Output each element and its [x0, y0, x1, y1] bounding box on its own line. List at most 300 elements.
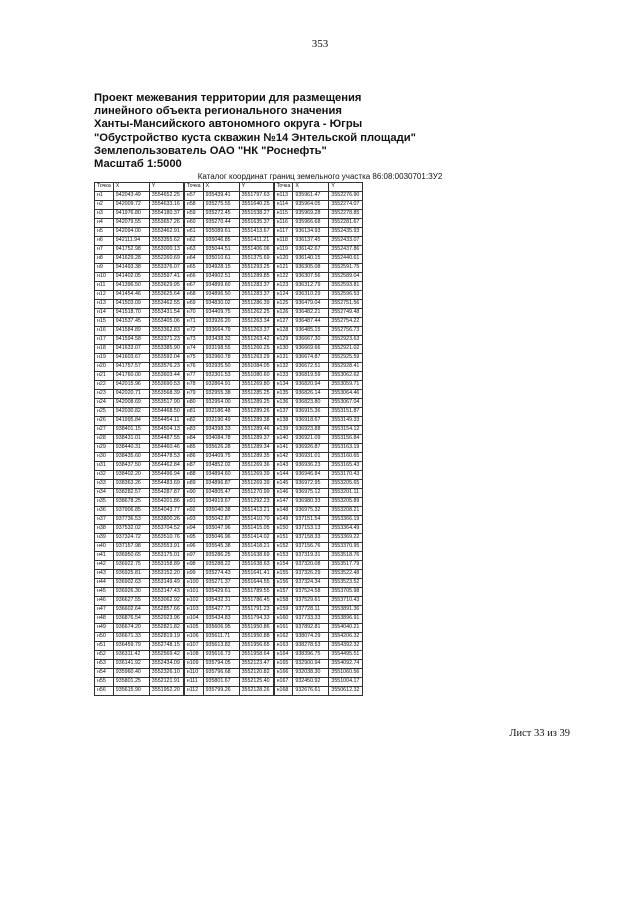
point-id-cell: н155 [274, 570, 293, 579]
point-id-cell: н61 [184, 228, 203, 237]
table-row [274, 525, 363, 534]
table-header-cell: Точка [95, 183, 114, 192]
y-coordinate-cell: 3551644.55 [239, 579, 273, 588]
point-id-cell: н21 [95, 372, 114, 381]
point-id-cell: н62 [184, 237, 203, 246]
table-row [95, 570, 184, 579]
x-coordinate-cell: 938437.50 [113, 462, 149, 471]
table-header-cell: Y [329, 183, 363, 192]
table-header-row [184, 183, 273, 192]
x-coordinate-cell: 935439.41 [203, 192, 239, 201]
table-row [184, 327, 273, 336]
x-coordinate-cell: 938396.75 [293, 651, 329, 660]
y-coordinate-cell: 3553160.65 [329, 453, 363, 462]
y-coordinate-cell: 3551413.67 [239, 228, 273, 237]
point-id-cell: н116 [274, 219, 293, 228]
y-coordinate-cell: 3552121.91 [149, 678, 183, 687]
y-coordinate-cell: 3551263.29 [239, 354, 273, 363]
point-id-cell: н37 [95, 516, 114, 525]
y-coordinate-cell: 3553405.06 [149, 318, 183, 327]
table-row [274, 624, 363, 633]
x-coordinate-cell: 941396.50 [113, 282, 149, 291]
table-row [184, 624, 273, 633]
x-coordinate-cell: 934896.50 [203, 291, 239, 300]
x-coordinate-cell: 936307.56 [293, 273, 329, 282]
table-row [95, 588, 184, 597]
table-row [184, 417, 273, 426]
x-coordinate-cell: 941976.80 [113, 210, 149, 219]
y-coordinate-cell: 3553170.43 [329, 471, 363, 480]
table-row [274, 363, 363, 372]
x-coordinate-cell: 936823.80 [293, 399, 329, 408]
y-coordinate-cell: 3551415.05 [239, 525, 273, 534]
x-coordinate-cell: 935626.28 [203, 444, 239, 453]
y-coordinate-cell: 3551292.23 [239, 498, 273, 507]
x-coordinate-cell: 938435.60 [113, 453, 149, 462]
point-id-cell: н67 [184, 282, 203, 291]
point-id-cell: н118 [274, 237, 293, 246]
table-row [274, 210, 363, 219]
y-coordinate-cell: 3551956.65 [239, 642, 273, 651]
point-id-cell: н60 [184, 219, 203, 228]
point-id-cell: н74 [184, 345, 203, 354]
y-coordinate-cell: 3551270.99 [239, 489, 273, 498]
point-id-cell: н43 [95, 570, 114, 579]
x-coordinate-cell: 938401.15 [113, 426, 149, 435]
y-coordinate-cell: 3554633.16 [149, 201, 183, 210]
y-coordinate-cell: 3553156.84 [329, 435, 363, 444]
point-id-cell: н5 [95, 228, 114, 237]
table-row [95, 498, 184, 507]
sheet-footer: Лист 33 из 39 [509, 728, 570, 739]
table-row [274, 381, 363, 390]
x-coordinate-cell: 941995.84 [113, 417, 149, 426]
point-id-cell: н129 [274, 336, 293, 345]
table-row [95, 426, 184, 435]
point-id-cell: н54 [95, 669, 114, 678]
table-row [184, 354, 273, 363]
y-coordinate-cell: 3553151.87 [329, 408, 363, 417]
table-row [184, 597, 273, 606]
y-coordinate-cell: 3551283.37 [239, 291, 273, 300]
y-coordinate-cell: 3553522.48 [329, 570, 363, 579]
table-row [95, 579, 184, 588]
y-coordinate-cell: 3551638.69 [239, 552, 273, 561]
point-id-cell: н55 [95, 678, 114, 687]
y-coordinate-cell: 3551797.63 [239, 192, 273, 201]
y-coordinate-cell: 3553568.39 [149, 390, 183, 399]
point-id-cell: н51 [95, 642, 114, 651]
table-row [184, 273, 273, 282]
point-id-cell: н64 [184, 255, 203, 264]
x-coordinate-cell: 936923.88 [293, 426, 329, 435]
x-coordinate-cell: 934899.60 [203, 282, 239, 291]
x-coordinate-cell: 938363.26 [113, 480, 149, 489]
point-id-cell: н34 [95, 489, 114, 498]
x-coordinate-cell: 937157.98 [113, 543, 149, 552]
y-coordinate-cell: 3552593.81 [329, 282, 363, 291]
point-id-cell: н142 [274, 453, 293, 462]
y-coordinate-cell: 3553165.43 [329, 462, 363, 471]
point-id-cell: н91 [184, 498, 203, 507]
y-coordinate-cell: 3553385.90 [149, 345, 183, 354]
x-coordinate-cell: 935434.83 [203, 615, 239, 624]
y-coordinate-cell: 3551080.60 [239, 372, 273, 381]
point-id-cell: н139 [274, 426, 293, 435]
x-coordinate-cell: 937532.02 [113, 525, 149, 534]
table-row [95, 363, 184, 372]
point-id-cell: н68 [184, 291, 203, 300]
y-coordinate-cell: 3552754.22 [329, 318, 363, 327]
y-coordinate-cell: 3553149.49 [149, 579, 183, 588]
heading-line: "Обустройство куста скважин №14 Энтельской площади" [94, 131, 416, 144]
y-coordinate-cell: 3552435.93 [329, 228, 363, 237]
x-coordinate-cell: 942008.69 [113, 399, 149, 408]
table-row [95, 651, 184, 660]
point-id-cell: н162 [274, 633, 293, 642]
y-coordinate-cell: 3551060.56 [329, 669, 363, 678]
y-coordinate-cell: 3552748.15 [149, 642, 183, 651]
table-row [95, 264, 184, 273]
point-id-cell: н49 [95, 624, 114, 633]
x-coordinate-cell: 936310.29 [293, 291, 329, 300]
point-id-cell: н1 [95, 192, 114, 201]
point-id-cell: н105 [184, 624, 203, 633]
table-header-cell: X [113, 183, 149, 192]
x-coordinate-cell: 938074.29 [293, 633, 329, 642]
table-row [95, 390, 184, 399]
y-coordinate-cell: 3553147.43 [149, 588, 183, 597]
table-row [95, 561, 184, 570]
y-coordinate-cell: 3552589.04 [329, 273, 363, 282]
x-coordinate-cell: 936627.55 [113, 597, 149, 606]
point-id-cell: н131 [274, 354, 293, 363]
y-coordinate-cell: 3554206.32 [329, 633, 363, 642]
x-coordinate-cell: 935089.61 [203, 228, 239, 237]
point-id-cell: н24 [95, 399, 114, 408]
x-coordinate-cell: 932955.38 [203, 390, 239, 399]
y-coordinate-cell: 3554496.94 [149, 471, 183, 480]
table-row [274, 201, 363, 210]
x-coordinate-cell: 936926.87 [293, 444, 329, 453]
x-coordinate-cell: 941454.46 [113, 291, 149, 300]
table-row [95, 408, 184, 417]
table-row [274, 453, 363, 462]
point-id-cell: н165 [274, 660, 293, 669]
table-row [274, 228, 363, 237]
x-coordinate-cell: 942020.71 [113, 390, 149, 399]
table-row [184, 390, 273, 399]
y-coordinate-cell: 3553891.36 [329, 606, 363, 615]
table-row [184, 633, 273, 642]
point-id-cell: н114 [274, 201, 293, 210]
x-coordinate-cell: 941633.07 [113, 345, 149, 354]
x-coordinate-cell: 932450.92 [293, 678, 329, 687]
point-id-cell: н82 [184, 417, 203, 426]
x-coordinate-cell: 934830.02 [203, 300, 239, 309]
point-id-cell: н46 [95, 597, 114, 606]
x-coordinate-cell: 935042.87 [203, 516, 239, 525]
y-coordinate-cell: 3551411.21 [239, 237, 273, 246]
y-coordinate-cell: 3554287.87 [149, 489, 183, 498]
y-coordinate-cell: 3553510.76 [149, 534, 183, 543]
x-coordinate-cell: 932960.78 [203, 354, 239, 363]
point-id-cell: н76 [184, 363, 203, 372]
point-id-cell: н44 [95, 579, 114, 588]
x-coordinate-cell: 936671.33 [113, 633, 149, 642]
y-coordinate-cell: 3552925.59 [329, 354, 363, 363]
y-coordinate-cell: 3553366.19 [329, 516, 363, 525]
point-id-cell: н10 [95, 273, 114, 282]
x-coordinate-cell: 936602.64 [113, 606, 149, 615]
x-coordinate-cell: 935275.55 [203, 201, 239, 210]
table-row [184, 372, 273, 381]
y-coordinate-cell: 3552128.26 [239, 687, 273, 696]
x-coordinate-cell: 942030.82 [113, 408, 149, 417]
y-coordinate-cell: 3551413.21 [239, 507, 273, 516]
point-id-cell: н160 [274, 615, 293, 624]
x-coordinate-cell: 941594.58 [113, 336, 149, 345]
point-id-cell: н107 [184, 642, 203, 651]
point-id-cell: н18 [95, 345, 114, 354]
table-row [274, 336, 363, 345]
table-row [184, 282, 273, 291]
point-id-cell: н168 [274, 687, 293, 696]
y-coordinate-cell: 3553355.62 [149, 237, 183, 246]
x-coordinate-cell: 937156.76 [293, 543, 329, 552]
point-id-cell: н96 [184, 543, 203, 552]
y-coordinate-cell: 3551952.20 [149, 687, 183, 696]
point-id-cell: н104 [184, 615, 203, 624]
point-id-cell: н151 [274, 534, 293, 543]
table-row [184, 318, 273, 327]
table-row [184, 300, 273, 309]
point-id-cell: н7 [95, 246, 114, 255]
table-row [184, 444, 273, 453]
y-coordinate-cell: 3554495.51 [329, 651, 363, 660]
x-coordinate-cell: 936922.75 [113, 561, 149, 570]
point-id-cell: н166 [274, 669, 293, 678]
x-coordinate-cell: 935801.25 [113, 678, 149, 687]
table-row [184, 408, 273, 417]
x-coordinate-cell: 934805.47 [203, 489, 239, 498]
table-row [184, 489, 273, 498]
table-row [184, 246, 273, 255]
table-row [95, 633, 184, 642]
point-id-cell: н59 [184, 210, 203, 219]
table-row [274, 606, 363, 615]
table-row [95, 336, 184, 345]
x-coordinate-cell: 935615.90 [113, 687, 149, 696]
point-id-cell: н32 [95, 471, 114, 480]
y-coordinate-cell: 3553152.20 [149, 570, 183, 579]
table-row [274, 534, 363, 543]
point-id-cell: н92 [184, 507, 203, 516]
point-id-cell: н38 [95, 525, 114, 534]
page-number: 353 [311, 38, 329, 50]
x-coordinate-cell: 935966.68 [293, 219, 329, 228]
x-coordinate-cell: 935272.45 [203, 210, 239, 219]
y-coordinate-cell: 3551263.42 [239, 336, 273, 345]
table-row [184, 579, 273, 588]
point-id-cell: н73 [184, 336, 203, 345]
x-coordinate-cell: 935044.51 [203, 246, 239, 255]
y-coordinate-cell: 3551289.38 [239, 417, 273, 426]
point-id-cell: н152 [274, 543, 293, 552]
table-row [274, 597, 363, 606]
point-id-cell: н143 [274, 462, 293, 471]
y-coordinate-cell: 3554043.77 [149, 507, 183, 516]
y-coordinate-cell: 3551004.17 [329, 678, 363, 687]
table-row [184, 345, 273, 354]
table-row [95, 597, 184, 606]
x-coordinate-cell: 935801.67 [203, 678, 239, 687]
x-coordinate-cell: 936141.92 [113, 660, 149, 669]
y-coordinate-cell: 3554483.69 [149, 480, 183, 489]
table-row [184, 570, 273, 579]
x-coordinate-cell: 934919.67 [203, 498, 239, 507]
table-row [184, 651, 273, 660]
point-id-cell: н110 [184, 669, 203, 678]
y-coordinate-cell: 3551538.27 [239, 210, 273, 219]
point-id-cell: н88 [184, 471, 203, 480]
y-coordinate-cell: 3551950.88 [239, 633, 273, 642]
point-id-cell: н22 [95, 381, 114, 390]
table-row [274, 318, 363, 327]
x-coordinate-cell: 933198.55 [203, 345, 239, 354]
x-coordinate-cell: 937326.29 [293, 570, 329, 579]
y-coordinate-cell: 3551635.37 [239, 219, 273, 228]
point-id-cell: н140 [274, 435, 293, 444]
y-coordinate-cell: 3553062.92 [149, 597, 183, 606]
table-row [274, 543, 363, 552]
y-coordinate-cell: 3554392.32 [329, 642, 363, 651]
y-coordinate-cell: 3552923.63 [329, 336, 363, 345]
point-id-cell: н28 [95, 435, 114, 444]
point-id-cell: н77 [184, 372, 203, 381]
table-row [95, 255, 184, 264]
x-coordinate-cell: 936820.94 [293, 381, 329, 390]
x-coordinate-cell: 936950.65 [113, 552, 149, 561]
x-coordinate-cell: 935969.28 [293, 210, 329, 219]
point-id-cell: н113 [274, 192, 293, 201]
table-row [184, 228, 273, 237]
x-coordinate-cell: 936311.42 [113, 651, 149, 660]
heading-line: Землепользователь ОАО "НК "Роснефть" [94, 144, 327, 157]
x-coordinate-cell: 942043.49 [113, 192, 149, 201]
y-coordinate-cell: 3552276.90 [329, 192, 363, 201]
table-row [184, 453, 273, 462]
point-id-cell: н30 [95, 453, 114, 462]
table-row [95, 372, 184, 381]
y-coordinate-cell: 3552749.48 [329, 309, 363, 318]
table-row [95, 507, 184, 516]
table-header-cell: Y [239, 183, 273, 192]
table-row [274, 273, 363, 282]
point-id-cell: н124 [274, 291, 293, 300]
x-coordinate-cell: 938678.25 [113, 498, 149, 507]
table-row [184, 255, 273, 264]
x-coordinate-cell: 936134.93 [293, 228, 329, 237]
coordinates-table-wrap [94, 182, 363, 696]
x-coordinate-cell: 934084.78 [203, 435, 239, 444]
y-coordinate-cell: 3553625.64 [149, 291, 183, 300]
y-coordinate-cell: 3554201.86 [149, 498, 183, 507]
point-id-cell: н57 [184, 192, 203, 201]
y-coordinate-cell: 3552596.53 [329, 291, 363, 300]
table-row [274, 444, 363, 453]
y-coordinate-cell: 3551410.70 [239, 516, 273, 525]
x-coordinate-cell: 937158.33 [293, 534, 329, 543]
table-row [274, 516, 363, 525]
x-coordinate-cell: 937728.11 [293, 606, 329, 615]
x-coordinate-cell: 937892.81 [293, 624, 329, 633]
point-id-cell: н40 [95, 543, 114, 552]
x-coordinate-cell: 936672.51 [293, 363, 329, 372]
table-row [184, 507, 273, 516]
table-row [184, 201, 273, 210]
point-id-cell: н72 [184, 327, 203, 336]
table-row [95, 669, 184, 678]
table-row [95, 273, 184, 282]
point-id-cell: н2 [95, 201, 114, 210]
point-id-cell: н90 [184, 489, 203, 498]
x-coordinate-cell: 938282.57 [113, 489, 149, 498]
y-coordinate-cell: 3552125.40 [239, 678, 273, 687]
point-id-cell: н84 [184, 435, 203, 444]
table-row [274, 309, 363, 318]
x-coordinate-cell: 942111.94 [113, 237, 149, 246]
table-row [184, 669, 273, 678]
x-coordinate-cell: 935545.38 [203, 543, 239, 552]
x-coordinate-cell: 938431.01 [113, 435, 149, 444]
point-id-cell: н111 [184, 678, 203, 687]
table-row [95, 417, 184, 426]
y-coordinate-cell: 3552326.10 [149, 669, 183, 678]
x-coordinate-cell: 941503.09 [113, 300, 149, 309]
y-coordinate-cell: 3551286.39 [239, 300, 273, 309]
y-coordinate-cell: 3553371.23 [149, 336, 183, 345]
point-id-cell: н78 [184, 381, 203, 390]
x-coordinate-cell: 935960.40 [113, 669, 149, 678]
x-coordinate-cell: 936902.63 [113, 579, 149, 588]
y-coordinate-cell: 3552434.09 [149, 660, 183, 669]
point-id-cell: н100 [184, 579, 203, 588]
point-id-cell: н120 [274, 255, 293, 264]
y-coordinate-cell: 3554460.46 [149, 444, 183, 453]
y-coordinate-cell: 3552756.73 [329, 327, 363, 336]
x-coordinate-cell: 934902.51 [203, 273, 239, 282]
table-row [184, 552, 273, 561]
y-coordinate-cell: 3551263.37 [239, 327, 273, 336]
table-row [95, 552, 184, 561]
point-id-cell: н85 [184, 444, 203, 453]
y-coordinate-cell: 3553149.33 [329, 417, 363, 426]
y-coordinate-cell: 3551791.23 [239, 606, 273, 615]
point-id-cell: н53 [95, 660, 114, 669]
point-id-cell: н95 [184, 534, 203, 543]
y-coordinate-cell: 3551418.21 [239, 543, 273, 552]
y-coordinate-cell: 3553369.22 [329, 534, 363, 543]
table-row [274, 372, 363, 381]
table-row [274, 219, 363, 228]
x-coordinate-cell: 937153.13 [293, 525, 329, 534]
point-id-cell: н117 [274, 228, 293, 237]
x-coordinate-cell: 937324.34 [293, 579, 329, 588]
table-row [274, 489, 363, 498]
x-coordinate-cell: 934928.15 [203, 264, 239, 273]
y-coordinate-cell: 3552821.82 [149, 624, 183, 633]
